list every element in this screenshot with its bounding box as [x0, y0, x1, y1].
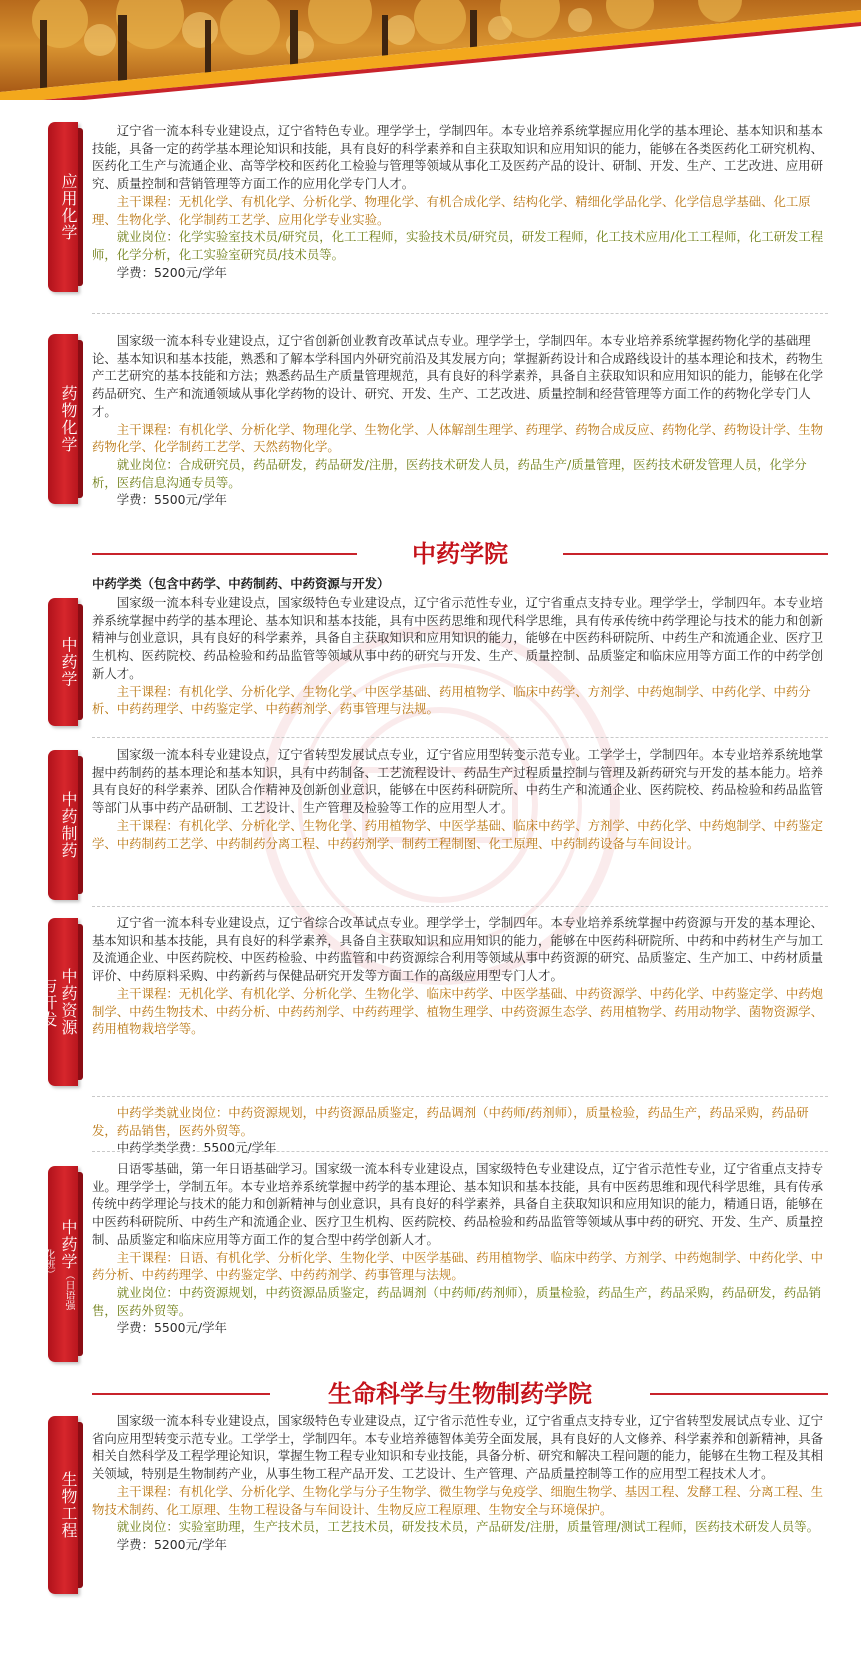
- major-intro: 日语零基础，第一年日语基础学习。国家级一流本科专业建设点，国家级特色专业建设点，辽宁省示范性专业，辽宁省重点支持专业。理学学士，学制五年。本专业培养系统掌握中药学的基本理论、基本知识和基本技能，具有中医药思维和现代科学思维，具有传承传统中药学理论与技术的能力和创新精神与创业意识，具有良好的科学素养，具备自主获取知识和应用知识的能力，精通日语，能够在中医药科研院所、中药生产和流通企业、医疗卫生机构、医药院校、药品检验和药品监管等领域从事中药的研究、开发、生产、质量控制、品质鉴定和临床应用等方面工作的复合型中药学创新人才。: [92, 1161, 824, 1247]
- divider: [92, 1096, 828, 1097]
- major-intro: 国家级一流本科专业建设点，辽宁省转型发展试点专业，辽宁省应用型转变示范专业。工学学士，学制四年。本专业培养系统地掌握中药制药的基本理论和基本知识，具有中药制备、工艺流程设计、药品生产过程质量控制与管理及新药研究与开发的基本能力。培养具有良好的科学素养、团队合作精神及创新创业意识，能够在中医药科研院所、中药生产和流通企业、医药院校、药品检验和药品监管等部门从事中药产品研制、工艺设计、生产管理及检验等工作的应用型人才。: [92, 747, 824, 816]
- divider: [92, 1151, 828, 1152]
- category-fee: 中药学类学费：5500元/学年: [116, 1140, 277, 1156]
- category-jobs: 中药学类就业岗位：中药资源规划，中药资源品质鉴定，药品调剂（中药师/药剂师），质量检验，药品生产，药品采购，药品研发，药品销售，医药外贸等。: [92, 1105, 809, 1138]
- major-courses: 主干课程：无机化学、有机化学、分析化学、生物化学、临床中药学、中医学基础、中药资源学、中药化学、中药鉴定学、中药炮制学、中药生物技术、中药分析、中药药剂学、中药药理学、植物生理学、中药资源生态学、药用植物学、药用动物学、菌物资源学、药用植物栽培学等。: [92, 985, 824, 1037]
- major-jobs: 就业岗位：合成研究员，药品研发，药品研发/注册，医药技术研发人员，药品生产/质量管理，医药技术研发管理人员，化学分析，医药信息沟通专员等。: [92, 456, 807, 490]
- major-courses: 主干课程：有机化学、分析化学、物理化学、生物化学、人体解剖生理学、药理学、药物合成反应、药物化学、药物设计学、生物药物化学、化学制药工艺学、天然药物化学。: [92, 421, 824, 455]
- tab-yingyong-huaxue[interactable]: [48, 122, 78, 292]
- major-jobs: 就业岗位：实验室助理，生产技术员，工艺技术员，研发技术员，产品研发/注册，质量管理/测试工程师，医药技术研发人员等。: [116, 1519, 820, 1535]
- tab-label: 应用化学: [59, 173, 78, 241]
- section-title: 中药学院: [412, 540, 508, 568]
- tab-label: 中药学: [59, 636, 78, 688]
- category-heading: 中药学类（包含中药学、中药制药、中药资源与开发）: [92, 576, 390, 591]
- major-courses: 主干课程：有机化学、分析化学、生物化学与分子生物学、微生物学与免疫学、细胞生物学、基因工程、发酵工程、分离工程、生物技术制药、化工原理、生物工程设备与车间设计、生物反应工程原理、生物安全与环境保护。: [92, 1483, 824, 1517]
- tab-label-sub: （日语强化班）: [43, 1249, 74, 1310]
- major-jobs: 就业岗位：化学实验室技术员/研究员，化工工程师，实验技术员/研究员，研发工程师，化工技术应用/化工工程师，化工研发工程师，化学分析，化工实验室研究员/技术员等。: [92, 229, 824, 262]
- section-header-zhongyao: [92, 536, 828, 572]
- section-title: 生命科学与生物制药学院: [328, 1380, 592, 1408]
- major-fee: 学费：5500元/学年: [116, 1320, 227, 1336]
- tab-zhongyao-zhiyao[interactable]: [48, 750, 78, 900]
- major-courses: 主干课程：无机化学、有机化学、分析化学、物理化学、有机合成化学、结构化学、精细化学品化学、化学信息学基础、化工原理、生物化学、化学制药工艺学、应用化学专业实验。: [92, 193, 811, 227]
- major-block-zhongyao-zhiyao: [92, 746, 830, 852]
- major-fee: 学费：5200元/学年: [116, 264, 227, 280]
- major-intro: 辽宁省一流本科专业建设点，辽宁省综合改革试点专业。理学学士，学制四年。本专业培养系统掌握中药资源与开发的基本理论、基本知识和基本技能，具有良好的科学素养，具备自主获取知识和应用知识的能力，能够在中医药科研院所、中药和中药材生产与加工及流通企业、中医药院校、中医药检验、中药监管和中药资源综合利用等领域从事中药资源的研究、品质鉴定、生产加工、中药材质量评价、中药原料采购、中药新药与保健品研究开发等方面工作的高级应用型专门人才。: [92, 915, 824, 984]
- major-block-yaowu-huaxue: [92, 332, 830, 509]
- tab-zhongyao-xue[interactable]: [48, 598, 78, 726]
- divider: [92, 313, 828, 314]
- autumn-trees-banner-icon: [0, 0, 861, 100]
- major-block-zhongyao-ziyuan: [92, 914, 830, 1038]
- major-jobs: 就业岗位：中药资源规划，中药资源品质鉴定，药品调剂（中药师/药剂师），质量检验，药品生产，药品采购，药品研发，药品销售，医药外贸等。: [92, 1284, 822, 1318]
- top-banner: [0, 0, 861, 100]
- major-block-zhongyao-xue: [92, 594, 830, 718]
- tab-zhongyao-xue-riyu[interactable]: [43, 1166, 78, 1362]
- major-block-shengwu-gongcheng: [92, 1412, 830, 1554]
- section-header-shengming: [92, 1376, 828, 1412]
- divider: [92, 906, 828, 907]
- tab-label: 中药制药: [59, 791, 78, 859]
- major-courses: 主干课程：有机化学、分析化学、生物化学、药用植物学、中医学基础、临床中药学、方剂学、中药化学、中药炮制学、中药鉴定学、中药制药工艺学、中药制药分离工程、中药药剂学、制药工程制图、化工原理、中药制药设备与车间设计。: [92, 817, 824, 851]
- divider: [92, 737, 828, 738]
- tab-yaowu-huaxue[interactable]: [48, 334, 78, 504]
- tab-label: [43, 1215, 78, 1313]
- major-intro: 国家级一流本科专业建设点，国家级特色专业建设点，辽宁省示范性专业，辽宁省重点支持专业，辽宁省转型发展试点专业、辽宁省向应用型转变示范专业。工学学士，学制四年。本专业培养德智体美劳全面发展，具有良好的人文修养、科学素养和创新精神，具备相关自然科学及工程学理论知识，掌握生物工程专业知识和专业技能，具备分析、研究和解决工程问题的能力，能够在生物工程及其相关领域，特别是生物制药产业，从事生物工程产品开发、工艺设计、生产管理、产品质量控制等工作的应用型工程技术人才。: [92, 1413, 824, 1482]
- category-summary: [92, 1104, 830, 1157]
- major-block-zhongyao-xue-riyu: [92, 1160, 830, 1337]
- tab-label: 生物工程: [59, 1471, 78, 1539]
- major-fee: 学费：5500元/学年: [116, 492, 227, 508]
- major-intro: 国家级一流本科专业建设点，国家级特色专业建设点，辽宁省示范性专业，辽宁省重点支持专业。理学学士，学制四年。本专业培养系统掌握中药学的基本理论、基本知识和基本技能，具有中医药思维和现代科学思维，具有传承传统中药学理论与技术的能力和创新精神与创业意识，具有良好的科学素养，具备自主获取知识和应用知识的能力，能够在中医药科研院所、中药生产和流通企业、医疗卫生机构、医药院校、药品检验和药品监管等领域从事中药的研究与开发、生产、质量控制、品质鉴定和临床应用等方面工作的中药学创新人才。: [92, 595, 824, 681]
- tab-shengwu-gongcheng[interactable]: [48, 1416, 78, 1594]
- major-courses: 主干课程：有机化学、分析化学、生物化学、中医学基础、药用植物学、临床中药学、方剂学、中药炮制学、中药化学、中药分析、中药药理学、中药鉴定学、中药药剂学、药事管理与法规。: [92, 683, 811, 717]
- tab-label: 药物化学: [59, 385, 78, 453]
- major-intro: 国家级一流本科专业建设点，辽宁省创新创业教育改革试点专业。理学学士，学制四年。本专业培养系统掌握药物化学的基础理论、基本知识和基本技能，熟悉和了解本学科国内外研究前沿及其发展方向；掌握新药设计和合成路线设计的基本理论和技术，药物生产工艺研究的基本技能和方法；熟悉药品生产质量管理规范，具有良好的科学素养，具备自主获取知识和应用知识的能力，能够在化学药品研究、生产和流通领域从事化学药物的设计、研究、开发、生产、工艺改进、质量控制和经营管理等方面工作的药物化学专门人才。: [92, 333, 824, 419]
- tab-label-main: 中药学: [59, 1218, 78, 1270]
- tab-label: 中药资源与开发: [39, 968, 78, 1036]
- major-fee: 学费：5200元/学年: [116, 1536, 227, 1552]
- major-intro: 辽宁省一流本科专业建设点，辽宁省特色专业。理学学士，学制四年。本专业培养系统掌握应用化学的基本理论、基本知识和基本技能，具备一定的药学基本理论知识和技能，具有良好的科学素养和自主获取知识和应用知识的能力，能够在各类医药化工研究机构、医药化工生产与流通企业、高等学校和医药化工检验与管理等领域从事化工及医药产品的设计、研制、开发、生产、工艺改进、应用研究、质量控制和营销管理等方面工作的应用化学专门人才。: [92, 123, 824, 192]
- major-courses: 主干课程：日语、有机化学、分析化学、生物化学、中医学基础、药用植物学、临床中药学、方剂学、中药炮制学、中药化学、中药分析、中药药理学、中药鉴定学、中药药剂学、药事管理与法规。: [92, 1249, 824, 1283]
- tab-zhongyao-ziyuan-kaifa[interactable]: [39, 918, 78, 1086]
- major-block-yingyong-huaxue: [92, 122, 830, 281]
